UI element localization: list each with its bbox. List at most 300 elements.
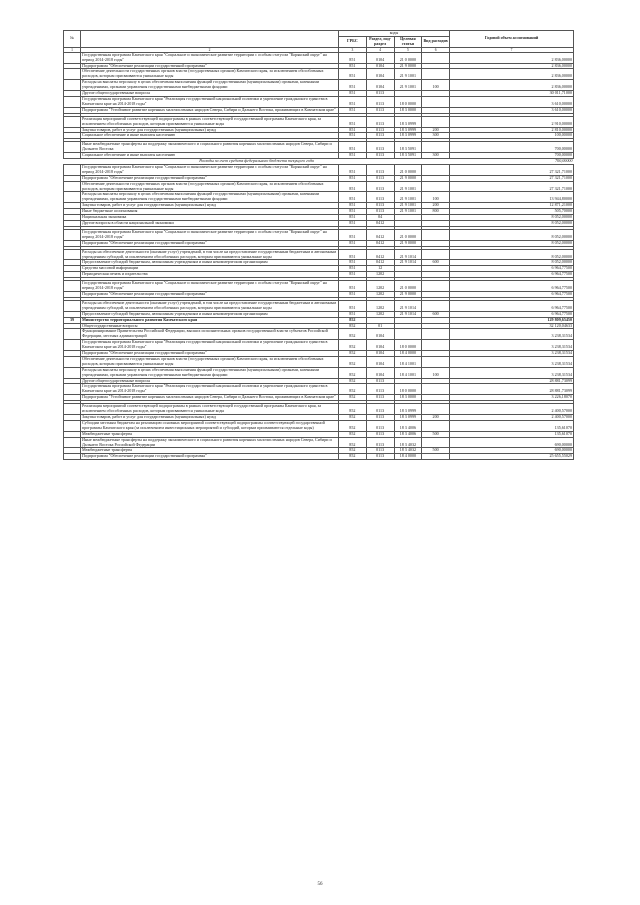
row-vr: 300 xyxy=(422,153,450,159)
row-cs: 21 0 0000 xyxy=(394,164,422,175)
row-grbs: 851 xyxy=(339,142,367,153)
row-grbs: 852 xyxy=(339,384,367,395)
row-grbs: 852 xyxy=(339,448,367,454)
row-razdel: 0113 xyxy=(366,142,394,153)
row-cs: 21 9 1001 xyxy=(394,192,422,203)
col-num: 1 xyxy=(64,47,81,52)
row-razdel: 1202 xyxy=(366,281,394,292)
row-vr: 500 xyxy=(422,448,450,454)
row-grbs: 852 xyxy=(339,431,367,437)
row-number xyxy=(64,142,81,153)
row-name: Иные бюджетные ассигнования xyxy=(81,209,339,215)
row-name: Государственная программа Камчатского края "Социальное и экономическое развитие территории с особым статусом "Корякский округ" на период 2014-2018 годы" xyxy=(81,281,339,292)
row-vr xyxy=(422,356,450,367)
row-razdel: 0104 xyxy=(366,80,394,91)
col-num: 5 xyxy=(394,47,422,52)
table-row xyxy=(64,52,574,63)
row-razdel: 0113 xyxy=(366,164,394,175)
row-grbs: 851 xyxy=(339,249,367,260)
row-cs: 18 4 1001 xyxy=(394,367,422,378)
row-razdel: 0113 xyxy=(366,404,394,415)
row-grbs: 852 xyxy=(339,420,367,431)
row-sum: 2 400,57000 xyxy=(450,404,574,415)
row-number xyxy=(64,164,81,175)
row-grbs: 851 xyxy=(339,300,367,311)
row-razdel: 0104 xyxy=(366,329,394,340)
row-grbs: 851 xyxy=(339,164,367,175)
row-razdel: 0113 xyxy=(366,192,394,203)
row-cs: 21 0 0000 xyxy=(394,52,422,63)
row-sum: 700,00000 xyxy=(450,142,574,153)
row-name: Межбюджетные трансферты xyxy=(81,431,339,437)
row-name: Обеспечение деятельности государственных органов власти (государственных органов) Камчатского края, за исключением обособленных расходов, которым присваиваются уникальные коды xyxy=(81,356,339,367)
col-name-header xyxy=(81,31,339,48)
row-cs: 21 9 1014 xyxy=(394,249,422,260)
row-cs: 18 0 0000 xyxy=(394,384,422,395)
table-row xyxy=(64,454,574,460)
row-name: Закупка товаров, работ и услуг для государственных (муниципальных) нужд xyxy=(81,127,339,133)
row-name: Социальное обеспечение и иные выплаты населению xyxy=(81,133,339,139)
row-razdel: 0113 xyxy=(366,175,394,181)
codes-header: коды xyxy=(339,31,450,37)
row-grbs: 852 xyxy=(339,404,367,415)
row-vr: 800 xyxy=(422,209,450,215)
row-sum: 3 238,31534 xyxy=(450,367,574,378)
table-row xyxy=(64,142,574,153)
row-vr: 200 xyxy=(422,203,450,209)
row-name: Расходы на обеспечение деятельности (оказание услуг) учреждений, в том числе на предоставление государственным бюджетным и автономным учреждениям субсидий, за исключением обособленных расходов, которым присваиваются уникальные коды xyxy=(81,300,339,311)
col-num: 7 xyxy=(450,47,574,52)
row-number xyxy=(64,454,81,460)
row-grbs: 851 xyxy=(339,192,367,203)
row-name: Закупка товаров, работ и услуг для государственных (муниципальных) нужд xyxy=(81,203,339,209)
row-sum: 25 655,55029 xyxy=(450,454,574,460)
row-grbs: 852 xyxy=(339,323,367,329)
row-razdel: 0113 xyxy=(366,116,394,127)
row-razdel: 1202 xyxy=(366,291,394,297)
row-name: Подпрограмма "Устойчивое развитие коренных малочисленных народов Севера, Сибири и Дальнего Востока, проживающих в Камчатском крае" xyxy=(81,395,339,401)
row-sum: 6 964,77500 xyxy=(450,291,574,297)
federal-note-sum: 700,00000 xyxy=(450,159,574,165)
row-sum: 28 881,73099 xyxy=(450,384,574,395)
row-razdel: 0113 xyxy=(366,133,394,139)
row-grbs: 851 xyxy=(339,116,367,127)
row-razdel: 0113 xyxy=(366,420,394,431)
row-grbs: 851 xyxy=(339,181,367,192)
row-cs: 18 0 0000 xyxy=(394,340,422,351)
row-sum: 3 238,31534 xyxy=(450,351,574,357)
row-vr xyxy=(422,437,450,448)
row-name: Функционирование Правительства Российской Федерации, высших исполнительных органов государственной власти субъектов Российской Федерации, местных администраций xyxy=(81,329,339,340)
row-vr: 200 xyxy=(422,127,450,133)
row-name: Обеспечение деятельности государственных органов власти (государственных органов) Камчатского края, за исключением обособленных расходов, которым присваиваются уникальные коды xyxy=(81,69,339,80)
row-name: Другие вопросы в области национальной экономики xyxy=(81,221,339,227)
row-name: Предоставление субсидий бюджетным, автономным учреждениям и иным некоммерческим организациям xyxy=(81,260,339,266)
row-sum: 3 238,31534 xyxy=(450,356,574,367)
row-grbs: 851 xyxy=(339,221,367,227)
row-grbs: 851 xyxy=(339,80,367,91)
row-razdel: 0104 xyxy=(366,63,394,69)
row-razdel: 0113 xyxy=(366,431,394,437)
row-razdel: 0104 xyxy=(366,69,394,80)
row-cs: 21 9 0000 xyxy=(394,63,422,69)
row-sum: 8 052,00000 xyxy=(450,221,574,227)
row-sum: 3 610,00000 xyxy=(450,96,574,107)
row-sum: 6 964,77500 xyxy=(450,300,574,311)
row-number xyxy=(64,404,81,415)
row-number: 39 xyxy=(64,317,81,323)
row-cs: 21 9 0000 xyxy=(394,291,422,297)
row-sum: 2 910,00000 xyxy=(450,116,574,127)
row-vr xyxy=(422,96,450,107)
row-cs: 21 9 1001 xyxy=(394,209,422,215)
row-razdel: 0113 xyxy=(366,203,394,209)
row-razdel: 0104 xyxy=(366,52,394,63)
row-razdel: 01 xyxy=(366,323,394,329)
row-razdel: 0104 xyxy=(366,367,394,378)
row-number xyxy=(64,52,81,63)
row-razdel: 0113 xyxy=(366,127,394,133)
row-grbs: 851 xyxy=(339,133,367,139)
row-razdel: 0113 xyxy=(366,378,394,384)
row-sum: 2 836,00000 xyxy=(450,69,574,80)
table-row xyxy=(64,356,574,367)
row-razdel: 0412 xyxy=(366,240,394,246)
col-num: 6 xyxy=(422,47,450,52)
row-cs: 18 0 0000 xyxy=(394,96,422,107)
row-grbs: 852 xyxy=(339,437,367,448)
page-number: 56 xyxy=(317,882,323,887)
row-name: Другие общегосударственные вопросы xyxy=(81,91,339,97)
row-sum: 100,00000 xyxy=(450,133,574,139)
cs-header: Целевая статья xyxy=(394,36,422,47)
row-vr xyxy=(422,249,450,260)
table-row xyxy=(64,80,574,91)
row-sum: 27 321,71000 xyxy=(450,181,574,192)
table-row xyxy=(64,437,574,448)
row-vr xyxy=(422,142,450,153)
row-grbs: 851 xyxy=(339,272,367,278)
vr-header: Вид расходов xyxy=(422,36,450,47)
row-grbs: 852 xyxy=(339,395,367,401)
table-body-part1 xyxy=(64,52,574,158)
row-number xyxy=(64,437,81,448)
row-sum: 2 836,00000 xyxy=(450,52,574,63)
row-razdel: 0113 xyxy=(366,153,394,159)
row-razdel: 0104 xyxy=(366,351,394,357)
table-row xyxy=(64,192,574,203)
row-cs: 18 3 0999 xyxy=(394,415,422,421)
table-row xyxy=(64,300,574,311)
row-name: Межбюджетные трансферты xyxy=(81,448,339,454)
row-sum: 2 400,57000 xyxy=(450,415,574,421)
row-sum: 690,00000 xyxy=(450,448,574,454)
row-sum: 30 011,71000 xyxy=(450,91,574,97)
row-razdel: 04 xyxy=(366,215,394,221)
row-name: Подпрограмма "Обеспечение реализации государственной программы" xyxy=(81,351,339,357)
row-razdel: 0113 xyxy=(366,96,394,107)
row-sum: 6 964,77500 xyxy=(450,281,574,292)
row-vr: 200 xyxy=(422,415,450,421)
row-razdel: 1202 xyxy=(366,300,394,311)
row-name: Субсидии местным бюджетам на реализацию основных мероприятий соответствующей подпрограммы соответствующей государственной программы Камчатского края (за исключением инвестиционных мероприятий и субсидий, которым присваиваются отдельные коды) xyxy=(81,420,339,431)
table-row xyxy=(64,384,574,395)
row-grbs: 851 xyxy=(339,215,367,221)
row-grbs: 851 xyxy=(339,260,367,266)
row-grbs: 851 xyxy=(339,240,367,246)
row-sum: 8 052,00000 xyxy=(450,215,574,221)
row-number xyxy=(64,300,81,311)
row-vr: 100 xyxy=(422,192,450,203)
table-row xyxy=(64,181,574,192)
col-num: 2 xyxy=(81,47,339,52)
row-sum: 505,70000 xyxy=(450,209,574,215)
row-cs: 18 3 4006 xyxy=(394,431,422,437)
row-cs: 18 4 0000 xyxy=(394,454,422,460)
row-number xyxy=(64,96,81,107)
row-grbs: 851 xyxy=(339,229,367,240)
row-razdel: 0113 xyxy=(366,448,394,454)
row-razdel: 1202 xyxy=(366,272,394,278)
row-name: Другие общегосударственные вопросы xyxy=(81,378,339,384)
row-cs: 21 9 1001 xyxy=(394,69,422,80)
row-number xyxy=(64,80,81,91)
row-number xyxy=(64,367,81,378)
row-grbs: 852 xyxy=(339,415,367,421)
row-cs: 21 9 1014 xyxy=(394,300,422,311)
row-razdel: 0113 xyxy=(366,107,394,113)
row-grbs: 852 xyxy=(339,351,367,357)
row-razdel: 0104 xyxy=(366,356,394,367)
row-vr xyxy=(422,454,450,460)
row-name: Министерство территориального развития Камчатского края xyxy=(81,317,339,323)
row-cs: 18 3 0999 xyxy=(394,404,422,415)
grbs-header: ГРБС xyxy=(339,36,367,47)
row-name: Государственная программа Камчатского края "Реализация государственной национальной политики и укрепление гражданского единства в Камчатском крае на 2014-2018 годы" xyxy=(81,384,339,395)
row-vr xyxy=(422,340,450,351)
row-cs: 18 4 1001 xyxy=(394,356,422,367)
row-grbs: 852 xyxy=(339,454,367,460)
row-grbs: 851 xyxy=(339,153,367,159)
row-name: Государственная программа Камчатского края "Реализация государственной национальной политики и укрепление гражданского единства в Камчатском крае на 2014-2018 годы" xyxy=(81,96,339,107)
row-name: Иные межбюджетные трансферты на поддержку экономического и социального развития коренных малочисленных народов Севера, Сибири и Дальнего Востока xyxy=(81,142,339,153)
row-name: Государственная программа Камчатского края "Реализация государственной национальной политики и укрепление гражданского единства в Камчатском крае на 2014-2018 годы" xyxy=(81,340,339,351)
row-vr xyxy=(422,420,450,431)
row-vr xyxy=(422,229,450,240)
row-sum: 129 809,65450 xyxy=(450,317,574,323)
row-name: Обеспечение деятельности государственных органов власти (государственных органов) Камчатского края, за исключением обособленных расходов, которым присваиваются уникальные коды xyxy=(81,181,339,192)
row-vr xyxy=(422,52,450,63)
row-name: Реализация мероприятий соответствующей подпрограммы в рамках соответствующей государственной программы Камчатского края, за исключением обособленных расходов, которым присваиваются уникальные коды xyxy=(81,116,339,127)
table-row xyxy=(64,367,574,378)
row-name: Расходы на выплаты персоналу в целях обеспечения выполнения функций государственными (муниципальными) органами, казенными учреждениями, органами управления государственными внебюджетными фондами xyxy=(81,80,339,91)
row-sum: 8 052,00000 xyxy=(450,240,574,246)
row-sum: 2 836,00000 xyxy=(450,63,574,69)
col-num: 4 xyxy=(366,47,394,52)
table-row xyxy=(64,164,574,175)
row-name: Государственная программа Камчатского края "Социальное и экономическое развитие территории с особым статусом "Корякский округ" на период 2014-2018 годы" xyxy=(81,164,339,175)
row-cs: 18 3 0000 xyxy=(394,395,422,401)
row-name: Социальное обеспечение и иные выплаты населению xyxy=(81,153,339,159)
row-vr: 100 xyxy=(422,367,450,378)
row-cs: 21 9 1001 xyxy=(394,181,422,192)
row-sum: 700,00000 xyxy=(450,153,574,159)
row-name: Предоставление субсидий бюджетным, автономным учреждениям и иным некоммерческим организациям xyxy=(81,311,339,317)
row-sum: 3 238,31534 xyxy=(450,340,574,351)
row-number xyxy=(64,420,81,431)
row-sum: 27 321,71000 xyxy=(450,175,574,181)
row-vr xyxy=(422,404,450,415)
row-vr: 600 xyxy=(422,260,450,266)
row-sum: 135,61070 xyxy=(450,431,574,437)
row-vr xyxy=(422,181,450,192)
row-razdel: 0113 xyxy=(366,415,394,421)
row-number xyxy=(64,249,81,260)
row-sum: 3 226,18070 xyxy=(450,395,574,401)
row-vr: 500 xyxy=(422,431,450,437)
row-cs: 18 3 4032 xyxy=(394,448,422,454)
budget-table xyxy=(63,30,574,460)
row-grbs: 852 xyxy=(339,317,367,323)
row-number xyxy=(64,181,81,192)
row-grbs: 851 xyxy=(339,63,367,69)
row-grbs: 851 xyxy=(339,266,367,272)
row-number xyxy=(64,192,81,203)
table-row xyxy=(64,281,574,292)
row-sum: 6 964,77500 xyxy=(450,272,574,278)
row-sum: 6 964,77500 xyxy=(450,311,574,317)
table-row xyxy=(64,249,574,260)
table-row xyxy=(64,96,574,107)
row-grbs: 851 xyxy=(339,127,367,133)
row-grbs: 851 xyxy=(339,281,367,292)
row-name: Расходы на выплаты персоналу в целях обеспечения выполнения функций государственными (муниципальными) органами, казенными учреждениями, органами управления государственными внебюджетными фондами xyxy=(81,367,339,378)
row-sum: 6 964,77500 xyxy=(450,266,574,272)
row-sum: 3 610,00000 xyxy=(450,107,574,113)
row-sum: 2 836,00000 xyxy=(450,80,574,91)
row-razdel: 0412 xyxy=(366,260,394,266)
row-grbs: 851 xyxy=(339,291,367,297)
row-razdel: 0412 xyxy=(366,229,394,240)
row-vr xyxy=(422,69,450,80)
row-name: Подпрограмма "Обеспечение реализации государственной программы" xyxy=(81,175,339,181)
row-cs: 21 9 1014 xyxy=(394,311,422,317)
table-body-part2 xyxy=(64,164,574,459)
row-name: Закупка товаров, работ и услуг для государственных (муниципальных) нужд xyxy=(81,415,339,421)
row-sum: 2 810,00000 xyxy=(450,127,574,133)
row-cs: 18 3 4032 xyxy=(394,437,422,448)
row-name: Периодическая печать и издательства xyxy=(81,272,339,278)
row-name: Подпрограмма "Обеспечение реализации государственной программы" xyxy=(81,240,339,246)
row-number xyxy=(64,281,81,292)
table-row xyxy=(64,340,574,351)
row-sum: 8 052,00000 xyxy=(450,260,574,266)
col-no-header: № xyxy=(64,31,81,48)
row-name: Подпрограмма "Устойчивое развитие коренных малочисленных народов Севера, Сибири и Дальнего Востока, проживающих в Камчатском крае" xyxy=(81,107,339,113)
row-name: Реализация мероприятий соответствующей подпрограммы в рамках соответствующей государственной программы Камчатского края, за исключением обособленных расходов, которым присваиваются уникальные коды xyxy=(81,404,339,415)
federal-note: Расходы за счет средств федерального бюджета текущего года xyxy=(64,159,450,165)
table-row xyxy=(64,404,574,415)
col-num: 3 xyxy=(339,47,367,52)
row-sum: 13 944,80000 xyxy=(450,192,574,203)
row-vr xyxy=(422,329,450,340)
table-row xyxy=(64,329,574,340)
row-sum: 8 052,00000 xyxy=(450,249,574,260)
row-sum: 8 052,00000 xyxy=(450,229,574,240)
annual-header: Годовой объем ассигнований xyxy=(450,31,574,48)
row-grbs: 851 xyxy=(339,96,367,107)
row-number xyxy=(64,329,81,340)
row-grbs: 852 xyxy=(339,340,367,351)
row-cs: 18 3 5091 xyxy=(394,153,422,159)
row-grbs: 851 xyxy=(339,311,367,317)
table-row xyxy=(64,229,574,240)
row-name: Средства массовой информации xyxy=(81,266,339,272)
row-cs: 21 9 0000 xyxy=(394,240,422,246)
row-cs xyxy=(394,329,422,340)
row-name: Подпрограмма "Обеспечение реализации государственной программы" xyxy=(81,63,339,69)
row-number xyxy=(64,229,81,240)
row-cs: 21 9 0000 xyxy=(394,175,422,181)
row-cs: 21 0 0000 xyxy=(394,281,422,292)
row-name: Общегосударственные вопросы xyxy=(81,323,339,329)
row-razdel: 0113 xyxy=(366,209,394,215)
row-sum: 32 120,04633 xyxy=(450,323,574,329)
row-number xyxy=(64,69,81,80)
row-cs: 21 0 0000 xyxy=(394,229,422,240)
row-razdel: 12 xyxy=(366,266,394,272)
row-razdel: 0113 xyxy=(366,91,394,97)
row-name: Подпрограмма "Обеспечение реализации государственной программы" xyxy=(81,454,339,460)
row-grbs: 851 xyxy=(339,52,367,63)
row-razdel: 0113 xyxy=(366,395,394,401)
row-razdel: 0113 xyxy=(366,384,394,395)
row-grbs: 851 xyxy=(339,91,367,97)
row-vr: 100 xyxy=(422,80,450,91)
row-grbs: 852 xyxy=(339,367,367,378)
row-cs: 21 9 1014 xyxy=(394,260,422,266)
row-razdel: 0113 xyxy=(366,454,394,460)
row-grbs: 852 xyxy=(339,378,367,384)
row-razdel: 0104 xyxy=(366,340,394,351)
row-vr: 600 xyxy=(422,311,450,317)
row-name: Государственная программа Камчатского края "Социальное и экономическое развитие территории с особым статусом "Корякский округ" на период 2014-2018 годы" xyxy=(81,52,339,63)
row-grbs: 851 xyxy=(339,107,367,113)
row-cs: 21 9 1001 xyxy=(394,203,422,209)
row-vr xyxy=(422,164,450,175)
row-name: Расходы на обеспечение деятельности (оказание услуг) учреждений, в том числе на предоставление государственным бюджетным и автономным учреждениям субсидий, за исключением обособленных расходов, которым присваиваются уникальные коды xyxy=(81,249,339,260)
row-number xyxy=(64,116,81,127)
table-row xyxy=(64,116,574,127)
row-vr xyxy=(422,300,450,311)
row-razdel: 1202 xyxy=(366,311,394,317)
row-number xyxy=(64,356,81,367)
row-vr: 300 xyxy=(422,133,450,139)
budget-sheet xyxy=(63,30,574,460)
row-grbs: 852 xyxy=(339,329,367,340)
table-row xyxy=(64,69,574,80)
row-sum: 3 238,31534 xyxy=(450,329,574,340)
row-cs: 18 3 4006 xyxy=(394,420,422,431)
row-vr xyxy=(422,281,450,292)
row-name: Национальная экономика xyxy=(81,215,339,221)
row-vr xyxy=(422,116,450,127)
row-cs: 18 3 5091 xyxy=(394,142,422,153)
row-grbs: 851 xyxy=(339,203,367,209)
row-grbs: 851 xyxy=(339,69,367,80)
row-sum: 135,61070 xyxy=(450,420,574,431)
row-number xyxy=(64,384,81,395)
